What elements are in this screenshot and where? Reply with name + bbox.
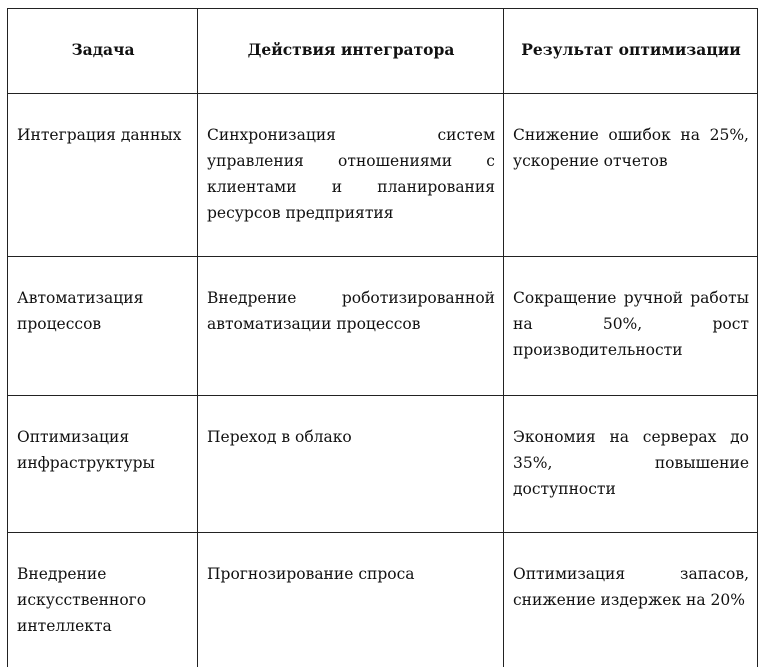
header-optimization-result: Результат оптимизации <box>504 9 758 94</box>
cell-task: Автоматизация процессов <box>8 257 198 396</box>
optimization-table <box>7 8 758 667</box>
table-row <box>8 94 758 257</box>
table-row <box>8 396 758 533</box>
cell-result: Экономия на серверах до 35%, повышение доступности <box>504 396 758 533</box>
cell-action: Синхронизация систем управления отношениями с клиентами и планирования ресурсов предприятия <box>198 94 504 257</box>
table-header <box>8 9 758 94</box>
cell-result: Сокращение ручной работы на 50%, рост производительности <box>504 257 758 396</box>
cell-task: Оптимизация инфраструктуры <box>8 396 198 533</box>
table-body <box>8 94 758 667</box>
cell-action: Прогнозирование спроса <box>198 533 504 667</box>
cell-action: Переход в облако <box>198 396 504 533</box>
header-integrator-actions: Действия интегратора <box>198 9 504 94</box>
cell-result: Оптимизация запасов, снижение издержек на 20% <box>504 533 758 667</box>
cell-result: Снижение ошибок на 25%, ускорение отчетов <box>504 94 758 257</box>
table-row <box>8 257 758 396</box>
cell-action: Внедрение роботизированной автоматизации процессов <box>198 257 504 396</box>
table-row <box>8 533 758 667</box>
cell-task: Внедрение искусственного интеллекта <box>8 533 198 667</box>
header-task: Задача <box>8 9 198 94</box>
header-row <box>8 9 758 94</box>
cell-task: Интеграция данных <box>8 94 198 257</box>
